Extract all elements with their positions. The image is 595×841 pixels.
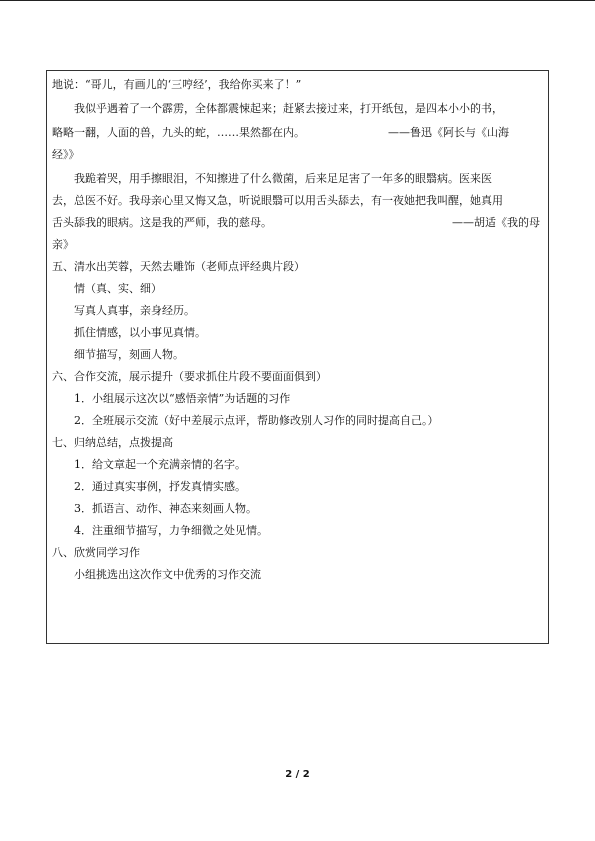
section5-title: 五、清水出芙蓉，天然去雕饰（老师点评经典片段） — [52, 260, 305, 273]
excerpt1-line3: 略略一翻，人面的兽，九头的蛇，……果然都在内。 — [52, 126, 305, 139]
section5-item: 细节描写，刻画人物。 — [74, 348, 184, 361]
excerpt1-line2: 我似乎遇着了一个霹雳，全体都震悚起来；赶紧去接过来，打开纸包，是四本小小的书， — [74, 102, 503, 115]
section8-title: 八、欣赏同学习作 — [52, 546, 140, 559]
section7-item: 1．给文章起一个充满亲情的名字。 — [74, 458, 246, 471]
section5-item: 情（真、实、细） — [74, 282, 162, 295]
section7-item: 4．注重细节描写，力争细微之处见情。 — [74, 524, 268, 537]
section7-item: 2．通过真实事例，抒发真情实感。 — [74, 480, 246, 493]
excerpt1-source: ——鲁迅《阿长与《山海 — [388, 126, 509, 139]
excerpt2-line2: 去，总医不好。我母亲心里又悔又急，听说眼翳可以用舌头舔去，有一夜她把我叫醒，她真用 — [52, 194, 503, 207]
section8-item: 小组挑选出这次作文中优秀的习作交流 — [74, 568, 261, 581]
section5-item: 抓住情感，以小事见真情。 — [74, 326, 206, 339]
section5-item: 写真人真事，亲身经历。 — [74, 304, 195, 317]
section6-item: 1．小组展示这次以“感悟亲情”为话题的习作 — [74, 392, 291, 405]
section7-title: 七、归纳总结，点拨提高 — [52, 436, 173, 449]
excerpt1-source-cont: 经》》 — [52, 148, 80, 161]
excerpt2-source: ——胡适《我的母 — [452, 216, 540, 229]
excerpt2-source-cont: 亲》 — [52, 238, 74, 251]
section6-item: 2．全班展示交流（好中差展示点评，帮助修改别人习作的同时提高自己。） — [74, 414, 439, 427]
page-top-rule — [0, 0, 595, 1]
excerpt2-line3: 舌头舔我的眼病。这是我的严师，我的慈母。 — [52, 216, 272, 229]
section6-title: 六、合作交流，展示提升（要求抓住片段不要面面俱到） — [52, 370, 327, 383]
excerpt2-line1: 我跪着哭，用手擦眼泪，不知擦进了什么微菌，后来足足害了一年多的眼翳病。医来医 — [74, 172, 492, 185]
section7-item: 3．抓语言、动作、神态来刻画人物。 — [74, 502, 257, 515]
page-number: 2 / 2 — [285, 769, 310, 780]
excerpt1-line1: 地说：“哥儿，有画儿的‘三哼经’，我给你买来了！” — [52, 78, 302, 91]
